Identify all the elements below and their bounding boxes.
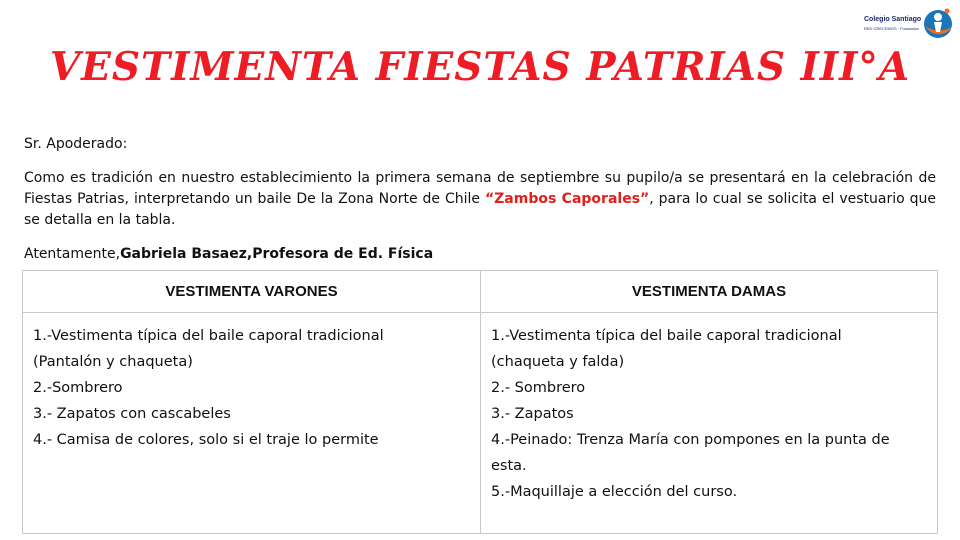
- school-emblem-icon: [920, 6, 954, 40]
- logo-subtitle: RED CRECEMOS · Fundación: [864, 26, 919, 31]
- varones-item: 1.-Vestimenta típica del baile caporal tradicional: [33, 328, 384, 344]
- dance-name: “Zambos Caporales”: [484, 191, 650, 207]
- intro-paragraph: [24, 168, 936, 231]
- paragraph-text-start: Como es tradición en nuestro establecimiento la primera semana de septiembre su pupilo/a se presentará en la celebración de Fiestas Patrias, interpretando un baile De la Zona Norte de Chile: [24, 170, 936, 207]
- school-logo: [860, 4, 956, 46]
- clothing-table: [22, 270, 938, 534]
- signature-prefix: Atentamente,: [24, 246, 121, 262]
- header-damas: VESTIMENTA DAMAS: [631, 283, 787, 300]
- damas-item: 5.-Maquillaje a elección del curso.: [491, 484, 738, 500]
- varones-item: 2.-Sombrero: [33, 380, 123, 396]
- paragraph-text-end: , para lo cual se solicita el vestuario que se detalla en la tabla.: [24, 191, 936, 228]
- signature: [24, 246, 433, 262]
- damas-item: (chaqueta y falda): [491, 354, 625, 370]
- damas-item: 2.- Sombrero: [491, 380, 586, 396]
- page-title: VESTIMENTA FIESTAS PATRIAS III°A: [49, 44, 911, 90]
- damas-item: esta.: [491, 458, 527, 474]
- varones-item: 4.- Camisa de colores, solo si el traje lo permite: [33, 432, 379, 448]
- header-divider: [23, 312, 937, 313]
- damas-item: 3.- Zapatos: [491, 406, 574, 422]
- damas-item: 1.-Vestimenta típica del baile caporal tradicional: [491, 328, 842, 344]
- varones-list: [33, 323, 473, 453]
- varones-item: (Pantalón y chaqueta): [33, 354, 193, 370]
- varones-item: 3.- Zapatos con cascabeles: [33, 406, 231, 422]
- logo-name: Colegio Santiago: [864, 16, 922, 23]
- damas-list: [491, 323, 927, 505]
- header-varones: VESTIMENTA VARONES: [165, 283, 338, 300]
- damas-item: 4.-Peinado: Trenza María con pompones en la punta de: [491, 432, 890, 448]
- greeting: Sr. Apoderado:: [24, 136, 128, 152]
- signature-name: Gabriela Basaez,Profesora de Ed. Física: [120, 246, 434, 262]
